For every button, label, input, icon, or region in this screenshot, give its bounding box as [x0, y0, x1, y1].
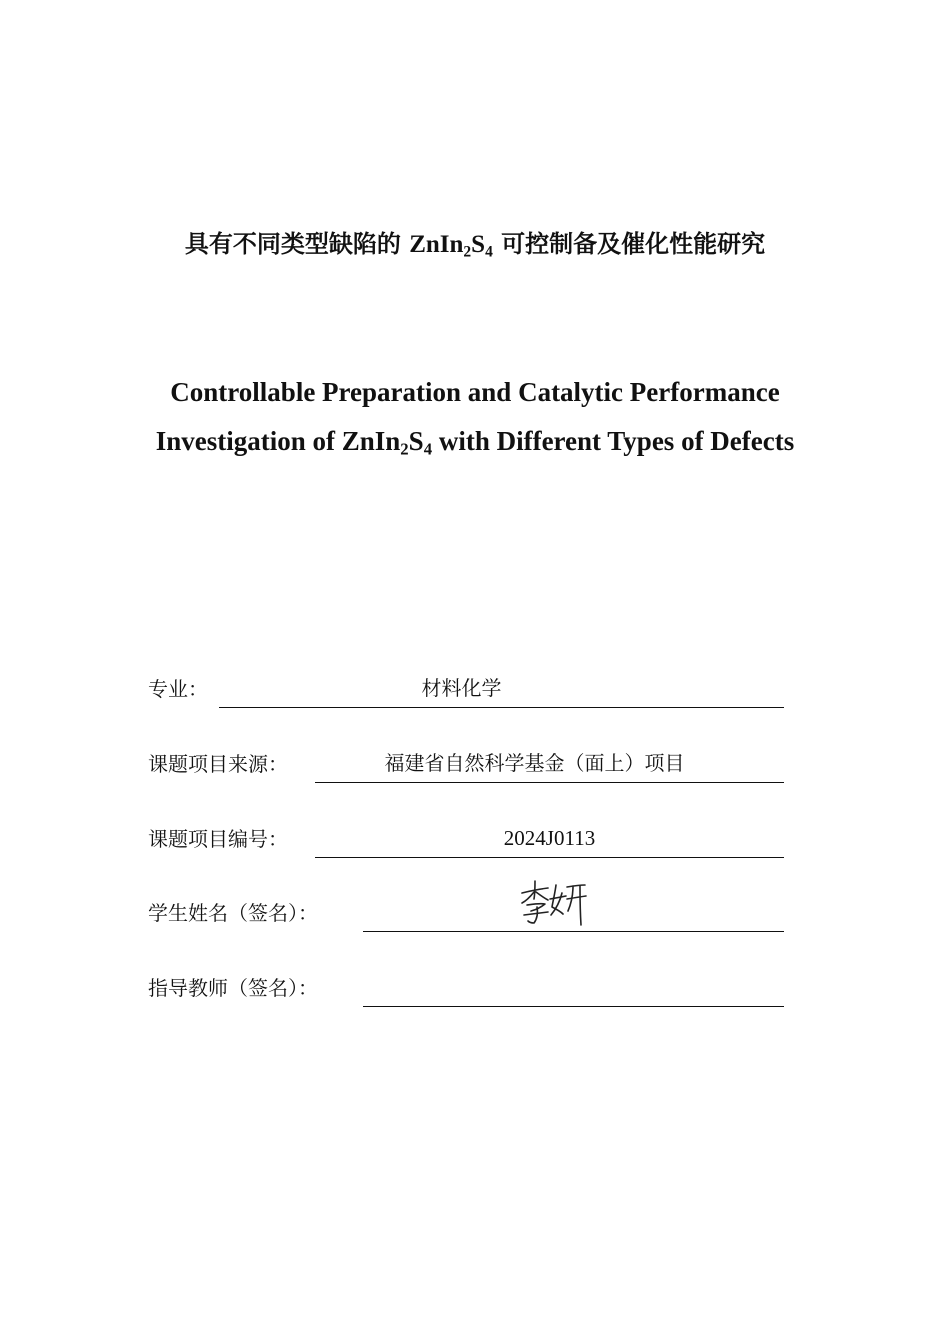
formula-main: ZnIn — [409, 231, 464, 258]
project-number-value: 2024J0113 — [503, 826, 596, 850]
major-field — [148, 668, 784, 708]
project-number-label: 课题项目编号： — [148, 827, 288, 851]
formula-subscript-2: 2 — [463, 243, 472, 261]
advisor-field — [148, 967, 784, 1007]
project-source-value: 福建省自然科学基金（面上）项目 — [384, 751, 685, 775]
major-label: 专业： — [148, 677, 208, 701]
english-title-line-2 — [0, 421, 950, 461]
advisor-underline[interactable] — [363, 970, 784, 1007]
project-number-underline[interactable] — [315, 821, 784, 858]
major-value: 材料化学 — [421, 676, 502, 700]
formula-subscript-4: 4 — [485, 243, 493, 261]
project-source-field — [148, 743, 784, 783]
english-formula-sulfur: S — [408, 426, 424, 456]
major-underline[interactable] — [219, 671, 784, 708]
project-source-label: 课题项目来源： — [148, 752, 288, 776]
chinese-title-formula — [409, 231, 493, 261]
english-formula-subscript-2: 2 — [400, 439, 409, 459]
english-title-line-1: Controllable Preparation and Catalytic Performance — [170, 377, 780, 407]
chinese-title-prefix: 具有不同类型缺陷的 — [184, 230, 410, 258]
formula-sulfur: S — [471, 231, 486, 258]
chinese-title — [0, 222, 950, 267]
chinese-title-suffix: 可控制备及催化性能研究 — [492, 230, 766, 258]
advisor-label: 指导教师（签名）： — [148, 976, 318, 1000]
project-number-field — [148, 818, 784, 858]
english-formula-subscript-4: 4 — [423, 439, 433, 459]
english-title-line-2-suffix: with Different Types of Defects — [432, 426, 795, 456]
project-source-underline[interactable] — [315, 746, 784, 783]
student-signature-image — [518, 877, 590, 929]
student-name-field — [148, 892, 784, 932]
english-title-line-2-prefix: Investigation of ZnIn — [155, 426, 401, 456]
student-name-label: 学生姓名（签名）： — [148, 901, 318, 925]
